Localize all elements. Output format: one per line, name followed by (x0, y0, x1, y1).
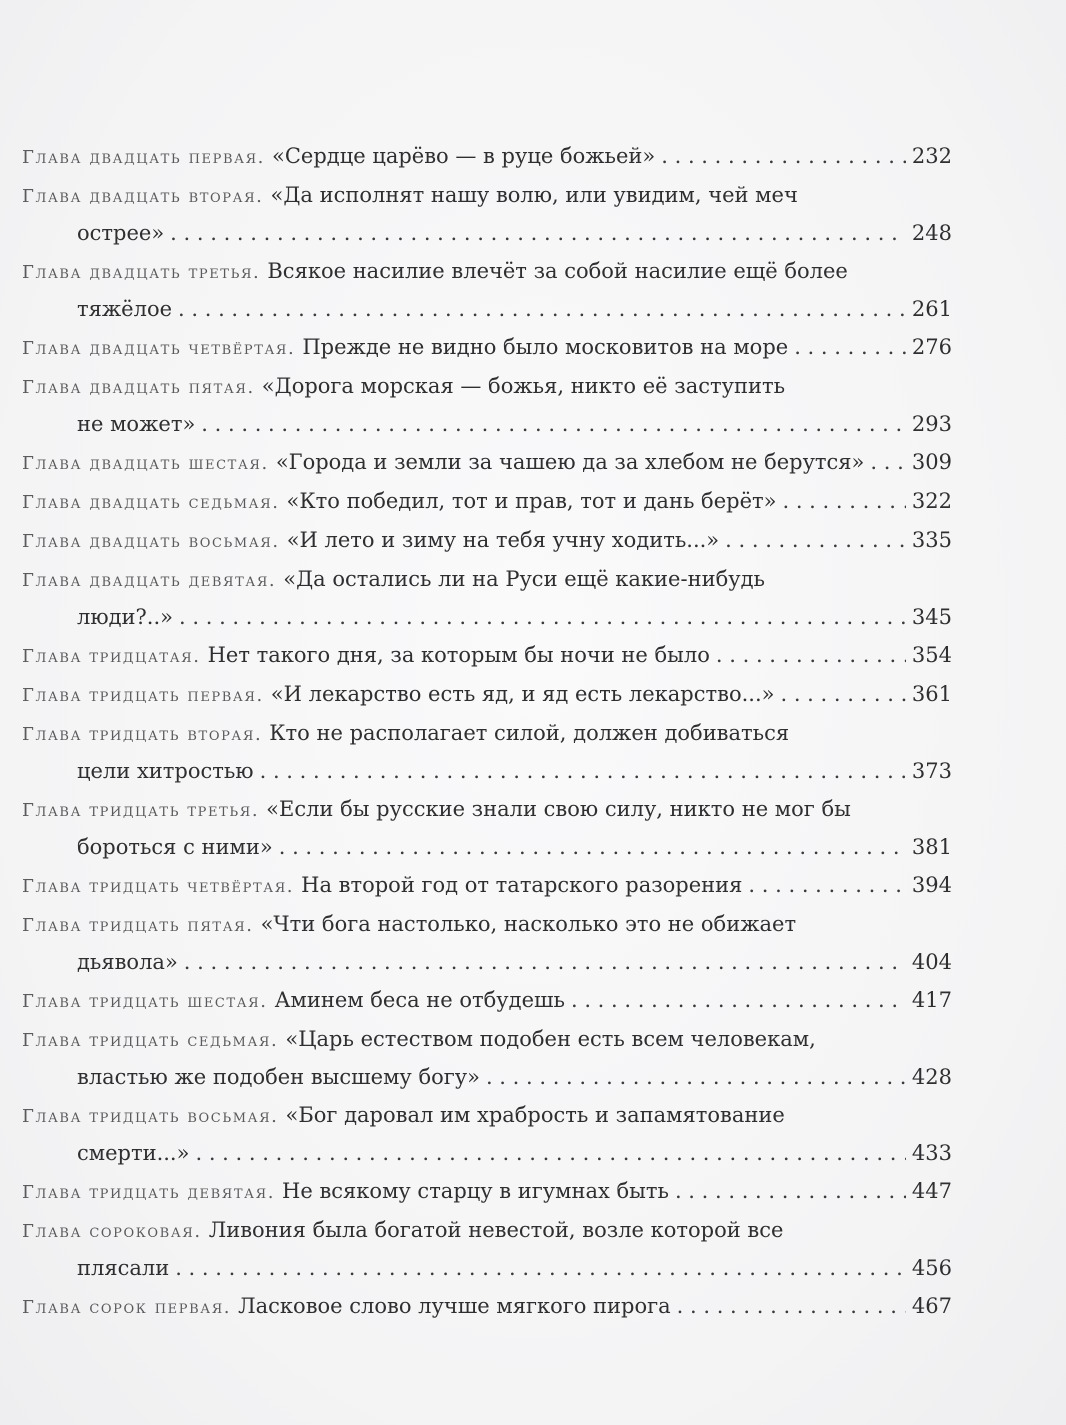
page-number: 276 (911, 335, 952, 359)
dot-leader (571, 982, 906, 1019)
chapter-title: «И лето и зиму на тебя учну ходить...» (286, 528, 720, 552)
page-number: 381 (911, 835, 952, 859)
chapter-label: Глава тридцатая. (22, 646, 201, 667)
page-number: 428 (911, 1065, 952, 1089)
chapter-label: Глава двадцать пятая. (22, 377, 255, 398)
toc-continuation-line (22, 599, 952, 636)
page-number: 456 (911, 1256, 952, 1280)
chapter-title: Ливония была богатой невестой, возле которой все (208, 1218, 784, 1242)
toc-continuation-line (22, 291, 952, 328)
dot-leader (782, 483, 905, 520)
page-number: 433 (911, 1141, 952, 1165)
chapter-title: «Да исполнят нашу волю, или увидим, чей меч (270, 183, 798, 207)
chapter-title: «Если бы русские знали свою силу, никто не мог бы (266, 797, 851, 821)
dot-leader (175, 1250, 906, 1287)
chapter-label: Глава двадцать седьмая. (22, 492, 280, 513)
toc-entry (22, 561, 952, 636)
toc-entry (22, 637, 952, 675)
toc-line (22, 1212, 952, 1250)
chapter-label: Глава сороковая. (22, 1221, 202, 1242)
chapter-title-continuation: тяжёлое (77, 297, 173, 321)
page-number: 373 (911, 759, 952, 783)
toc-line (22, 138, 952, 176)
chapter-label: Глава двадцать восьмая. (22, 531, 280, 552)
dot-leader (780, 676, 905, 713)
page-number: 261 (911, 297, 952, 321)
toc-line (22, 444, 952, 482)
toc-entry (22, 715, 952, 790)
dot-leader (725, 522, 906, 559)
toc-continuation-line (22, 1135, 952, 1172)
toc-line (22, 637, 952, 675)
chapter-title-continuation: плясали (77, 1256, 170, 1280)
chapter-title: Всякое насилие влечёт за собой насилие ещё более (267, 259, 848, 283)
dot-leader (260, 753, 906, 790)
chapter-title: «Царь естеством подобен есть всем человекам, (285, 1027, 816, 1051)
toc-line (22, 906, 952, 944)
chapter-title: Нет такого дня, за которым бы ночи не было (207, 643, 710, 667)
page-number: 361 (911, 682, 952, 706)
chapter-label: Глава двадцать третья. (22, 262, 261, 283)
toc-entry (22, 1097, 952, 1172)
chapter-label: Глава сорок первая. (22, 1297, 232, 1318)
toc-line (22, 368, 952, 406)
chapter-label: Глава тридцать восьмая. (22, 1106, 279, 1127)
dot-leader (179, 599, 906, 636)
dot-leader (195, 1135, 905, 1172)
toc-entry (22, 253, 952, 328)
toc-continuation-line (22, 406, 952, 443)
chapter-label: Глава двадцать вторая. (22, 186, 264, 207)
chapter-title: «Чти бога настолько, насколько это не обижает (260, 912, 797, 936)
chapter-title: Прежде не видно было московитов на море (302, 335, 789, 359)
chapter-title-continuation: люди?..» (77, 605, 174, 629)
chapter-title: «Кто победил, тот и прав, тот и дань берёт» (286, 489, 777, 513)
dot-leader (661, 138, 906, 175)
dot-leader (677, 1288, 906, 1325)
toc-entry (22, 329, 952, 367)
toc-line (22, 1288, 952, 1326)
dot-leader (178, 291, 906, 328)
toc-line (22, 1173, 952, 1211)
toc-line (22, 177, 952, 215)
chapter-label: Глава тридцать четвёртая. (22, 876, 295, 897)
chapter-title: «Да остались ли на Руси ещё какие-нибудь (283, 567, 765, 591)
page-number: 322 (911, 489, 952, 513)
page-number: 248 (911, 221, 952, 245)
toc-entry (22, 444, 952, 482)
chapter-title-continuation: властью же подобен высшему богу» (77, 1065, 480, 1089)
chapter-title-continuation: смерти...» (77, 1141, 190, 1165)
toc-entry (22, 1173, 952, 1211)
toc-line (22, 483, 952, 521)
chapter-title: Кто не располагает силой, должен добиваться (269, 721, 790, 745)
chapter-title: «Дорога морская — божья, никто её заступить (261, 374, 786, 398)
chapter-title: «Города и земли за чашею да за хлебом не берутся» (275, 450, 865, 474)
toc-continuation-line (22, 944, 952, 981)
chapter-label: Глава двадцать первая. (22, 147, 265, 168)
chapter-title-continuation: не может» (77, 412, 196, 436)
chapter-label: Глава двадцать девятая. (22, 570, 277, 591)
toc-entry (22, 1288, 952, 1326)
chapter-label: Глава тридцать шестая. (22, 991, 268, 1012)
page-number: 293 (911, 412, 952, 436)
toc-continuation-line (22, 215, 952, 252)
chapter-title: «Сердце царёво — в руце божьей» (272, 144, 656, 168)
chapter-title-continuation: дьявола» (77, 950, 178, 974)
toc-continuation-line (22, 1059, 952, 1096)
toc-entry (22, 1021, 952, 1096)
chapter-title: Не всякому старцу в игумнах быть (282, 1179, 669, 1203)
chapter-label: Глава тридцать девятая. (22, 1182, 276, 1203)
toc-entry (22, 906, 952, 981)
dot-leader (184, 944, 906, 981)
page-number: 232 (911, 144, 952, 168)
toc-line (22, 1021, 952, 1059)
chapter-label: Глава двадцать четвёртая. (22, 338, 296, 359)
toc-line (22, 1097, 952, 1135)
chapter-title: «Бог даровал им храбрость и запамятование (285, 1103, 785, 1127)
dot-leader (716, 637, 906, 674)
page-number: 417 (911, 988, 952, 1012)
chapter-label: Глава тридцать первая. (22, 685, 264, 706)
chapter-label: Глава двадцать шестая. (22, 453, 269, 474)
page-number: 354 (911, 643, 952, 667)
dot-leader (794, 329, 906, 366)
dot-leader (870, 444, 905, 481)
page-number: 404 (911, 950, 952, 974)
dot-leader (201, 406, 906, 443)
page-number: 335 (911, 528, 952, 552)
chapter-title-continuation: острее» (77, 221, 165, 245)
toc-entry (22, 676, 952, 714)
toc-continuation-line (22, 829, 952, 866)
chapter-label: Глава тридцать седьмая. (22, 1030, 279, 1051)
toc-continuation-line (22, 1250, 952, 1287)
toc-line (22, 561, 952, 599)
page-number: 447 (911, 1179, 952, 1203)
toc-line (22, 329, 952, 367)
dot-leader (170, 215, 906, 252)
toc-entry (22, 177, 952, 252)
toc-entry (22, 982, 952, 1020)
page-number: 309 (911, 450, 952, 474)
dot-leader (748, 867, 905, 904)
toc-entry (22, 1212, 952, 1287)
toc-line (22, 522, 952, 560)
chapter-title: «И лекарство есть яд, и яд есть лекарство...» (270, 682, 775, 706)
chapter-title-continuation: цели хитростью (77, 759, 254, 783)
page-number: 394 (911, 873, 952, 897)
dot-leader (486, 1059, 906, 1096)
toc-entry (22, 522, 952, 560)
toc-entry (22, 867, 952, 905)
toc-line (22, 253, 952, 291)
toc-entry (22, 791, 952, 866)
table-of-contents (22, 138, 952, 1327)
chapter-title: На второй год от татарского разорения (301, 873, 743, 897)
toc-continuation-line (22, 753, 952, 790)
toc-line (22, 676, 952, 714)
page-number: 467 (911, 1294, 952, 1318)
chapter-title: Ласковое слово лучше мягкого пирога (238, 1294, 671, 1318)
page-number: 345 (911, 605, 952, 629)
toc-line (22, 982, 952, 1020)
toc-line (22, 867, 952, 905)
toc-entry (22, 138, 952, 176)
toc-line (22, 715, 952, 753)
chapter-label: Глава тридцать пятая. (22, 915, 254, 936)
toc-entry (22, 368, 952, 443)
chapter-label: Глава тридцать вторая. (22, 724, 263, 745)
toc-line (22, 791, 952, 829)
toc-entry (22, 483, 952, 521)
chapter-label: Глава тридцать третья. (22, 800, 260, 821)
dot-leader (675, 1173, 906, 1210)
dot-leader (279, 829, 906, 866)
chapter-title: Аминем беса не отбудешь (274, 988, 565, 1012)
chapter-title-continuation: бороться с ними» (77, 835, 273, 859)
